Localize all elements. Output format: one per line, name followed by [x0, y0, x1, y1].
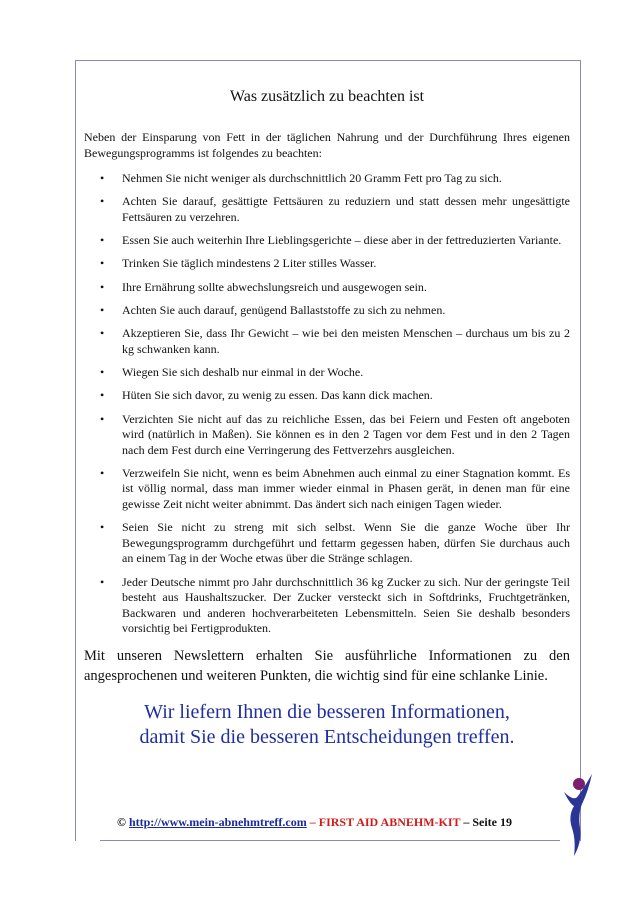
list-item [84, 194, 570, 225]
list-item [84, 256, 570, 272]
list-item [84, 520, 570, 567]
list-item [84, 388, 570, 404]
list-item [84, 171, 570, 187]
slogan-line-2: damit Sie die besseren Entscheidungen treffen. [139, 725, 515, 748]
bullet-icon: • [100, 194, 105, 209]
bullet-icon: • [100, 411, 105, 426]
bullet-icon: • [100, 574, 105, 589]
copyright-symbol: © [117, 815, 126, 829]
page-number: Seite 19 [472, 815, 512, 829]
list-item [84, 280, 570, 296]
website-link[interactable]: http://www.mein-abnehmtreff.com [128, 815, 307, 829]
tips-list [84, 171, 570, 637]
bullet-icon: • [100, 302, 105, 317]
bullet-icon: • [100, 388, 105, 403]
list-item-text: Hüten Sie sich davor, zu wenig zu essen. Das kann dick machen. [122, 388, 433, 403]
list-item-text: Wiegen Sie sich deshalb nur einmal in der Woche. [122, 365, 364, 380]
bullet-icon: • [100, 233, 105, 248]
list-item [84, 466, 570, 513]
list-item [84, 412, 570, 459]
bullet-icon: • [100, 365, 105, 380]
kit-title: FIRST AID ABNEHM-KIT [318, 815, 461, 829]
slogan [84, 700, 570, 750]
list-item-text: Seien Sie nicht zu streng mit sich selbst. Wenn Sie die ganze Woche über Ihr Bewegungsprogramm durchgeführt und fettarm gegessen haben, dürfen Sie durchaus auch an einem Tag in der Woche etwas über die Stränge schlagen. [122, 520, 570, 566]
page-footer [117, 815, 512, 830]
figure-logo-icon [560, 770, 596, 860]
list-item [84, 365, 570, 381]
list-item-text: Nehmen Sie nicht weniger als durchschnittlich 20 Gramm Fett pro Tag zu sich. [122, 171, 502, 185]
list-item-text: Ihre Ernährung sollte abwechslungsreich und ausgewogen sein. [122, 279, 427, 294]
list-item [84, 233, 570, 249]
list-item-text: Jeder Deutsche nimmt pro Jahr durchschnittlich 36 kg Zucker zu sich. Nur der geringste Teil besteht aus Haushaltszucker. Der Zucker versteckt sich in Softdrinks, Fruchtgetränken, Backwaren und anderen hochverarbeiteten Lebensmitteln. Seien Sie deshalb besonders vorsichtig bei Fertigprodukten. [122, 574, 570, 636]
list-item [84, 303, 570, 319]
footer-rule [100, 840, 560, 841]
list-item-text: Trinken Sie täglich mindestens 2 Liter stilles Wasser. [122, 256, 377, 271]
list-item [84, 326, 570, 357]
bullet-icon: • [100, 326, 105, 341]
list-item-text: Achten Sie darauf, gesättigte Fettsäuren zu reduziern und statt dessen mehr ungesättigte Fettsäuren zu verzehren. [122, 194, 570, 224]
footer-dash: – [463, 815, 470, 829]
footer-dash: – [309, 815, 316, 829]
page-title: Was zusätzlich zu beachten ist [229, 88, 425, 105]
bullet-icon: • [100, 279, 105, 294]
list-item-text: Verzichten Sie nicht auf das zu reichliche Essen, das bei Feiern und Festen oft angeboten wird (natürlich in Maßen). Sie können es in den 2 Tagen vor dem Fest und in den 2 Tagen nach dem Fest durch eine Verringerung des Fettverzehrs ausgleichen. [122, 411, 570, 457]
bullet-icon: • [100, 520, 105, 535]
outro-paragraph: Mit unseren Newslettern erhalten Sie ausführliche Informationen zu den angesprochenen und weiteren Punkten, die wichtig sind für eine schlanke Linie. [84, 647, 570, 684]
list-item-text: Akzeptieren Sie, dass Ihr Gewicht – wie bei den meisten Menschen – durchaus um bis zu 2 kg schwanken kann. [122, 326, 570, 356]
bullet-icon: • [100, 256, 105, 271]
page-content [84, 88, 570, 750]
list-item-text: Achten Sie auch darauf, genügend Ballaststoffe zu sich zu nehmen. [122, 302, 446, 317]
bullet-icon: • [100, 465, 105, 480]
slogan-line-1: Wir liefern Ihnen die besseren Informationen, [144, 700, 510, 723]
list-item [84, 575, 570, 637]
bullet-icon: • [100, 171, 105, 185]
list-item-text: Verzweifeln Sie nicht, wenn es beim Abnehmen auch einmal zu einer Stagnation kommt. Es ist völlig normal, dass man immer wieder einmal in Phasen gerät, in denen man für eine gewisse Zeit nicht weiter abnimmt. Das ändert sich nach einigen Tagen wieder. [122, 465, 570, 511]
list-item-text: Essen Sie auch weiterhin Ihre Lieblingsgerichte – diese aber in der fettreduzierten Variante. [122, 233, 562, 248]
intro-paragraph: Neben der Einsparung von Fett in der täglichen Nahrung und der Durchführung Ihres eigenen Bewegungsprogramms ist folgendes zu beachten: [84, 130, 570, 160]
